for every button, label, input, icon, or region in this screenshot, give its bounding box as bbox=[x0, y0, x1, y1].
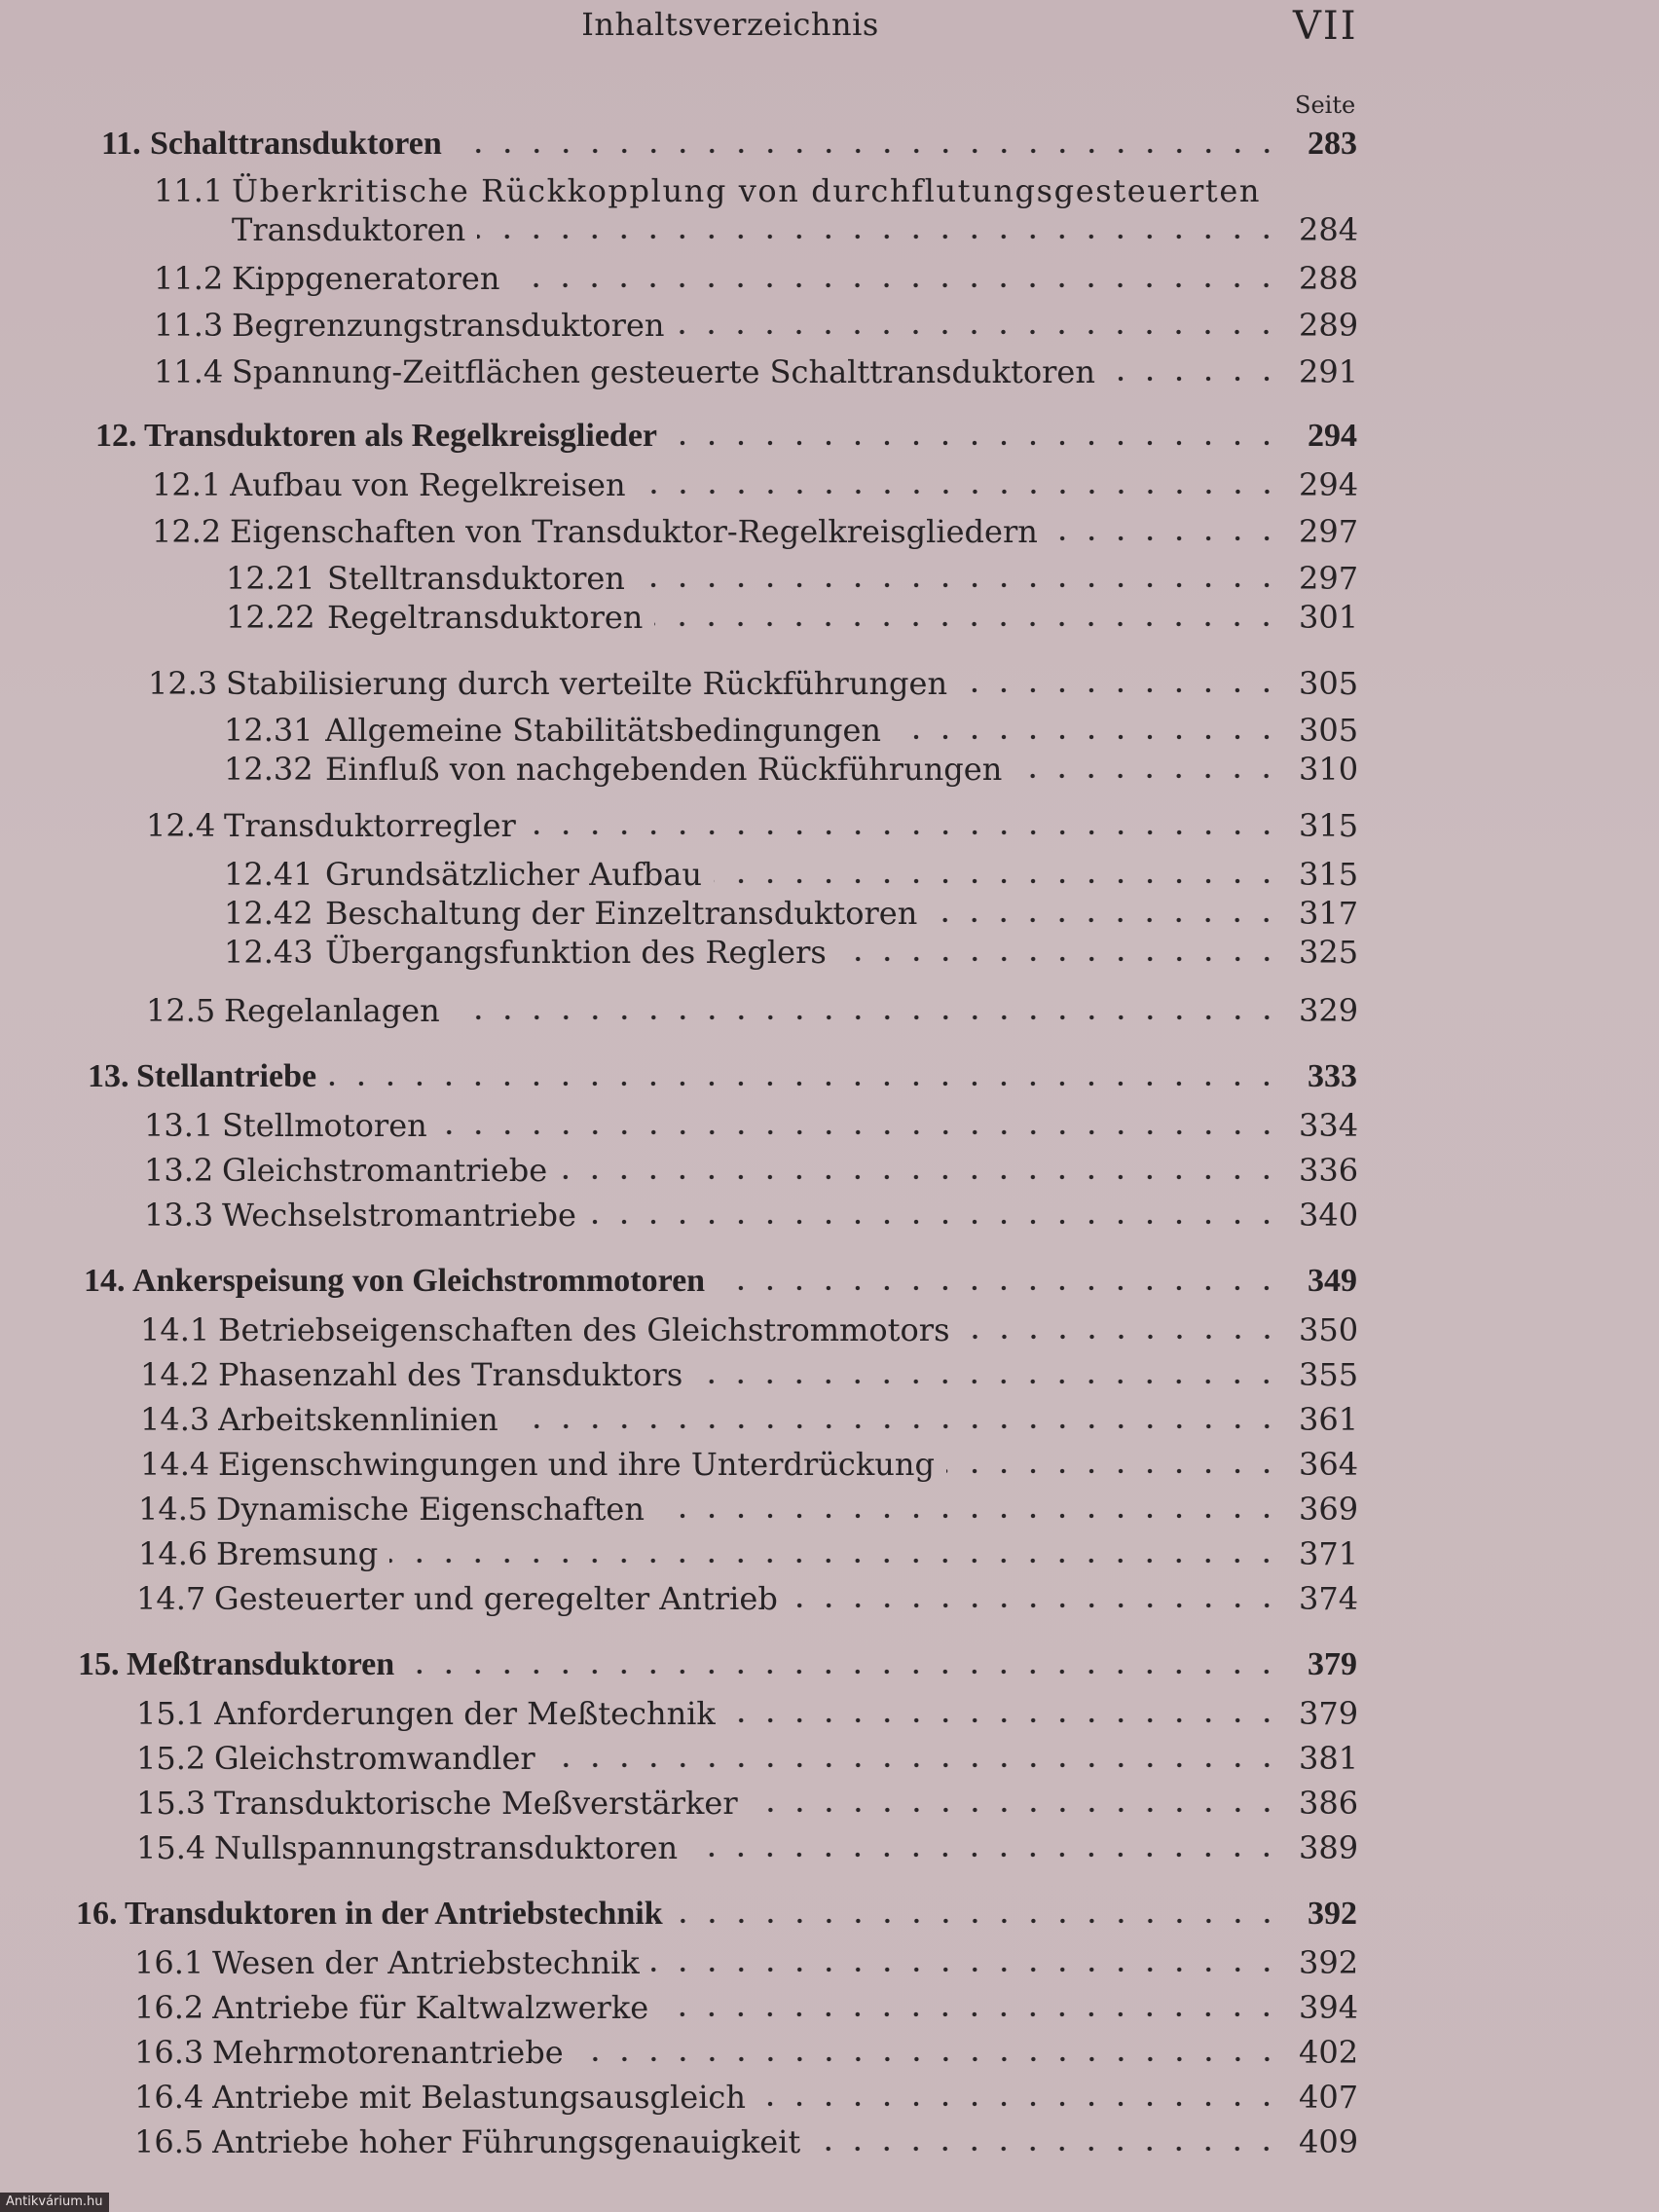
toc-section-13-1 bbox=[144, 1102, 1357, 1145]
toc-page: 315 bbox=[1299, 807, 1359, 844]
toc-number: 14.7 bbox=[136, 1580, 206, 1617]
toc-page: 329 bbox=[1299, 992, 1359, 1029]
toc-title: Arbeitskennlinien bbox=[218, 1401, 498, 1438]
toc-number: 16.5 bbox=[134, 2123, 204, 2160]
toc-number: 14.4 bbox=[140, 1446, 210, 1483]
dot-leader bbox=[660, 2011, 1281, 2017]
toc-number: 16.1 bbox=[134, 1944, 204, 1981]
dot-leader bbox=[893, 734, 1281, 740]
toc-page: 361 bbox=[1299, 1401, 1359, 1438]
toc-number: 12.5 bbox=[146, 992, 216, 1029]
toc-number: 12. bbox=[95, 418, 137, 454]
toc-section-12-5 bbox=[146, 987, 1357, 1030]
toc-section-14-5 bbox=[138, 1486, 1357, 1529]
toc-number: 12.22 bbox=[226, 599, 315, 636]
toc-title: Betriebseigenschaften des Gleichstrommotors bbox=[218, 1311, 950, 1348]
toc-page: 379 bbox=[1308, 1646, 1357, 1682]
toc-page: 371 bbox=[1299, 1535, 1359, 1572]
toc-title: Aufbau von Regelkreisen bbox=[230, 466, 626, 503]
toc-section-15-2 bbox=[136, 1735, 1357, 1778]
dot-leader bbox=[454, 148, 1281, 154]
dot-leader bbox=[575, 2056, 1281, 2062]
toc-title: Antriebe für Kaltwalzwerke bbox=[212, 1989, 649, 2026]
toc-title: Begrenzungstransduktoren bbox=[232, 307, 665, 344]
toc-page: 297 bbox=[1299, 560, 1359, 597]
toc-title: Phasenzahl des Transduktors bbox=[218, 1356, 683, 1393]
toc-number: 16.3 bbox=[134, 2034, 204, 2071]
toc-subsection-12-43 bbox=[224, 929, 1357, 972]
dot-leader bbox=[757, 2101, 1281, 2107]
dot-leader bbox=[929, 917, 1281, 923]
dot-leader bbox=[717, 1285, 1281, 1291]
dot-leader bbox=[439, 1129, 1281, 1135]
toc-section-14-6 bbox=[138, 1530, 1357, 1573]
dot-leader bbox=[528, 830, 1281, 835]
toc-page: 389 bbox=[1299, 1829, 1359, 1866]
toc-number: 12.21 bbox=[226, 560, 315, 597]
toc-number: 14.6 bbox=[138, 1535, 208, 1572]
dot-leader bbox=[812, 2146, 1281, 2152]
toc-page: 325 bbox=[1299, 934, 1359, 971]
dot-leader bbox=[676, 329, 1281, 335]
toc-number: 13. bbox=[88, 1058, 129, 1094]
toc-title: Eigenschaften von Transduktor-Regelkreisgliedern bbox=[230, 513, 1038, 550]
dot-leader bbox=[559, 1174, 1281, 1180]
toc-page: 381 bbox=[1299, 1740, 1359, 1777]
dot-leader bbox=[750, 1807, 1281, 1813]
toc-section-11-1 bbox=[232, 206, 1357, 249]
dot-leader bbox=[1014, 773, 1281, 779]
toc-number: 14.3 bbox=[140, 1401, 210, 1438]
toc-page: 297 bbox=[1299, 513, 1359, 550]
toc-number: 15.4 bbox=[136, 1829, 206, 1866]
toc-page: 369 bbox=[1299, 1491, 1359, 1528]
toc-number: 16.2 bbox=[134, 1989, 204, 2026]
toc-section-12-2 bbox=[152, 508, 1357, 551]
toc-title: Regeltransduktoren bbox=[327, 599, 644, 636]
toc-number: 14. bbox=[84, 1263, 126, 1299]
toc-section-15-4 bbox=[136, 1825, 1357, 1867]
toc-page: 364 bbox=[1299, 1446, 1359, 1483]
toc-section-11-2 bbox=[154, 255, 1357, 298]
toc-subsection-12-41 bbox=[224, 851, 1357, 894]
dot-leader bbox=[651, 1967, 1281, 1972]
toc-page: 315 bbox=[1299, 856, 1359, 893]
toc-title: Kippgeneratoren bbox=[232, 260, 500, 297]
toc-section-14-1 bbox=[140, 1307, 1357, 1349]
toc-section-16-3 bbox=[134, 2029, 1357, 2072]
toc-title: Transduktoren als Regelkreisglieder bbox=[144, 418, 657, 454]
toc-page: 392 bbox=[1299, 1944, 1359, 1981]
toc-title: Transduktoren bbox=[232, 211, 466, 248]
toc-section-12-4 bbox=[146, 802, 1357, 845]
toc-section-11-1-line1 bbox=[154, 171, 1261, 210]
toc-title: Schalttransduktoren bbox=[150, 126, 442, 162]
toc-page: 333 bbox=[1308, 1058, 1357, 1094]
toc-title: Gesteuerter und geregelter Antrieb bbox=[214, 1580, 778, 1617]
dot-leader bbox=[689, 1852, 1281, 1858]
toc-title: Antriebe mit Belastungsausgleich bbox=[212, 2079, 746, 2116]
toc-number: 12.42 bbox=[224, 895, 313, 932]
toc-page: 379 bbox=[1299, 1695, 1359, 1732]
dot-leader bbox=[727, 1717, 1281, 1723]
toc-title: Mehrmotorenantriebe bbox=[212, 2034, 564, 2071]
dot-leader bbox=[669, 440, 1281, 446]
toc-page: 394 bbox=[1299, 1989, 1359, 2026]
dot-leader bbox=[962, 1334, 1282, 1340]
toc-page: 349 bbox=[1308, 1263, 1357, 1299]
toc-number: 14.5 bbox=[138, 1491, 208, 1528]
toc-number: 12.3 bbox=[148, 665, 218, 702]
toc-page: 283 bbox=[1308, 126, 1357, 162]
toc-title: Regelanlagen bbox=[224, 992, 440, 1029]
dot-leader bbox=[452, 1014, 1281, 1020]
toc-section-14-2 bbox=[140, 1351, 1357, 1394]
dot-leader bbox=[675, 1918, 1281, 1924]
toc-page: 305 bbox=[1299, 712, 1359, 749]
toc-title: Transduktorregler bbox=[224, 807, 516, 844]
toc-number: 13.1 bbox=[144, 1107, 214, 1144]
toc-number: 14.1 bbox=[140, 1311, 210, 1348]
toc-page: 310 bbox=[1299, 751, 1359, 788]
toc-title: Wesen der Antriebstechnik bbox=[212, 1944, 640, 1981]
dot-leader bbox=[547, 1762, 1281, 1768]
toc-title: Gleichstromwandler bbox=[214, 1740, 535, 1777]
toc-number: 13.2 bbox=[144, 1152, 214, 1189]
toc-number: 11.4 bbox=[154, 353, 224, 390]
toc-page: 288 bbox=[1299, 260, 1359, 297]
toc-page: 334 bbox=[1299, 1107, 1359, 1144]
toc-number: 12.31 bbox=[224, 712, 313, 749]
toc-page: 350 bbox=[1299, 1311, 1359, 1348]
running-header-title: Inhaltsverzeichnis bbox=[581, 6, 879, 43]
toc-page: 294 bbox=[1308, 418, 1357, 454]
toc-number: 11.3 bbox=[154, 307, 224, 344]
dot-leader bbox=[714, 878, 1281, 884]
toc-section-12-3 bbox=[148, 660, 1357, 703]
dot-leader bbox=[389, 1558, 1281, 1564]
toc-page: 294 bbox=[1299, 466, 1359, 503]
toc-number: 12.32 bbox=[224, 751, 313, 788]
toc-section-11-4 bbox=[154, 349, 1357, 391]
toc-title: Bremsung bbox=[216, 1535, 379, 1572]
dot-leader bbox=[838, 956, 1281, 962]
toc-page: 392 bbox=[1308, 1896, 1357, 1932]
dot-leader bbox=[790, 1603, 1281, 1608]
dot-leader bbox=[656, 1513, 1281, 1519]
toc-page: 409 bbox=[1299, 2123, 1359, 2160]
toc-number: 12.43 bbox=[224, 934, 313, 971]
toc-chapter-14 bbox=[84, 1258, 1357, 1301]
toc-chapter-11 bbox=[101, 121, 1357, 164]
toc-page: 386 bbox=[1299, 1785, 1359, 1822]
toc-number: 12.2 bbox=[152, 513, 222, 550]
toc-title: Transduktorische Meßverstärker bbox=[214, 1785, 738, 1822]
toc-section-14-3 bbox=[140, 1396, 1357, 1439]
toc-number: 15.1 bbox=[136, 1695, 206, 1732]
toc-number: 13.3 bbox=[144, 1197, 214, 1234]
dot-leader bbox=[477, 234, 1281, 240]
toc-page: 402 bbox=[1299, 2034, 1359, 2071]
toc-title: Anforderungen der Meßtechnik bbox=[214, 1695, 716, 1732]
toc-chapter-15 bbox=[78, 1641, 1357, 1684]
toc-title: Überkritische Rückkopplung von durchflutungsgesteuerten bbox=[232, 172, 1262, 209]
toc-section-13-2 bbox=[144, 1147, 1357, 1190]
toc-title: Stelltransduktoren bbox=[327, 560, 625, 597]
dot-leader bbox=[588, 1219, 1281, 1225]
dot-leader bbox=[511, 282, 1281, 288]
dot-leader bbox=[510, 1423, 1281, 1429]
toc-section-16-4 bbox=[134, 2074, 1357, 2117]
dot-leader bbox=[637, 582, 1281, 588]
toc-number: 16.4 bbox=[134, 2079, 204, 2116]
toc-title: Transduktoren in der Antriebstechnik bbox=[125, 1896, 663, 1932]
toc-section-14-4 bbox=[140, 1441, 1357, 1484]
toc-title: Grundsätzlicher Aufbau bbox=[325, 856, 702, 893]
dot-leader bbox=[1107, 376, 1281, 382]
toc-subsection-12-31 bbox=[224, 707, 1357, 750]
toc-title: Beschaltung der Einzeltransduktoren bbox=[325, 895, 918, 932]
toc-chapter-16 bbox=[76, 1891, 1357, 1934]
toc-number: 12.41 bbox=[224, 856, 313, 893]
toc-subsection-12-22 bbox=[226, 594, 1357, 637]
toc-section-16-5 bbox=[134, 2119, 1357, 2161]
toc-section-14-7 bbox=[136, 1575, 1357, 1618]
toc-subsection-12-21 bbox=[226, 555, 1357, 598]
toc-section-15-3 bbox=[136, 1780, 1357, 1823]
toc-title: Einfluß von nachgebenden Rückführungen bbox=[325, 751, 1003, 788]
toc-title: Antriebe hoher Führungsgenauigkeit bbox=[212, 2123, 801, 2160]
toc-section-16-1 bbox=[134, 1939, 1357, 1982]
toc-title: Wechselstromantriebe bbox=[222, 1197, 576, 1234]
toc-number: 16. bbox=[76, 1896, 118, 1932]
toc-page: 407 bbox=[1299, 2079, 1359, 2116]
toc-title: Meßtransduktoren bbox=[127, 1646, 395, 1682]
toc-chapter-12 bbox=[95, 413, 1357, 456]
toc-page: 336 bbox=[1299, 1152, 1359, 1189]
dot-leader bbox=[959, 687, 1281, 693]
page-number-roman: VII bbox=[1293, 4, 1358, 49]
toc-title: Dynamische Eigenschaften bbox=[216, 1491, 645, 1528]
toc-page: 284 bbox=[1299, 211, 1359, 248]
toc-number: 15.3 bbox=[136, 1785, 206, 1822]
toc-subsection-12-42 bbox=[224, 890, 1357, 933]
toc-title: Stabilisierung durch verteilte Rückführungen bbox=[226, 665, 948, 702]
toc-number: 12.4 bbox=[146, 807, 216, 844]
toc-page: 374 bbox=[1299, 1580, 1359, 1617]
toc-number: 15.2 bbox=[136, 1740, 206, 1777]
dot-leader bbox=[1050, 535, 1281, 541]
watermark-label: Antikvárium.hu bbox=[0, 2193, 109, 2212]
dot-leader bbox=[654, 621, 1281, 627]
toc-number: 12.1 bbox=[152, 466, 222, 503]
toc-page: 305 bbox=[1299, 665, 1359, 702]
dot-leader bbox=[328, 1081, 1281, 1087]
toc-number: 15. bbox=[78, 1646, 120, 1682]
toc-page: 355 bbox=[1299, 1356, 1359, 1393]
toc-title: Allgemeine Stabilitätsbedingungen bbox=[325, 712, 881, 749]
toc-section-11-3 bbox=[154, 302, 1357, 345]
toc-title: Stellmotoren bbox=[222, 1107, 427, 1144]
toc-section-12-1 bbox=[152, 461, 1357, 504]
toc-page: 340 bbox=[1299, 1197, 1359, 1234]
toc-page: 291 bbox=[1299, 353, 1359, 390]
toc-title: Stellantriebe bbox=[136, 1058, 317, 1094]
toc-title: Nullspannungstransduktoren bbox=[214, 1829, 679, 1866]
dot-leader bbox=[946, 1468, 1281, 1474]
toc-title: Übergangsfunktion des Reglers bbox=[325, 934, 827, 971]
toc-number: 11.1 bbox=[154, 172, 224, 209]
toc-section-13-3 bbox=[144, 1192, 1357, 1235]
toc-section-16-2 bbox=[134, 1984, 1357, 2027]
toc-title: Eigenschwingungen und ihre Unterdrückung bbox=[218, 1446, 935, 1483]
toc-number: 11. bbox=[101, 126, 141, 162]
toc-subsection-12-32 bbox=[224, 746, 1357, 789]
toc-page: 301 bbox=[1299, 599, 1359, 636]
toc-title: Gleichstromantriebe bbox=[222, 1152, 548, 1189]
toc-title: Ankerspeisung von Gleichstrommotoren bbox=[132, 1263, 706, 1299]
dot-leader bbox=[694, 1379, 1281, 1384]
toc-number: 11.2 bbox=[154, 260, 224, 297]
toc-section-15-1 bbox=[136, 1690, 1357, 1733]
dot-leader bbox=[406, 1669, 1281, 1675]
toc-chapter-13 bbox=[88, 1053, 1357, 1096]
seite-column-label: Seite bbox=[1295, 92, 1356, 119]
dot-leader bbox=[638, 489, 1281, 495]
toc-title: Spannung-Zeitflächen gesteuerte Schalttransduktoren bbox=[232, 353, 1095, 390]
toc-page: 317 bbox=[1299, 895, 1359, 932]
toc-page: 289 bbox=[1299, 307, 1359, 344]
toc-number: 14.2 bbox=[140, 1356, 210, 1393]
